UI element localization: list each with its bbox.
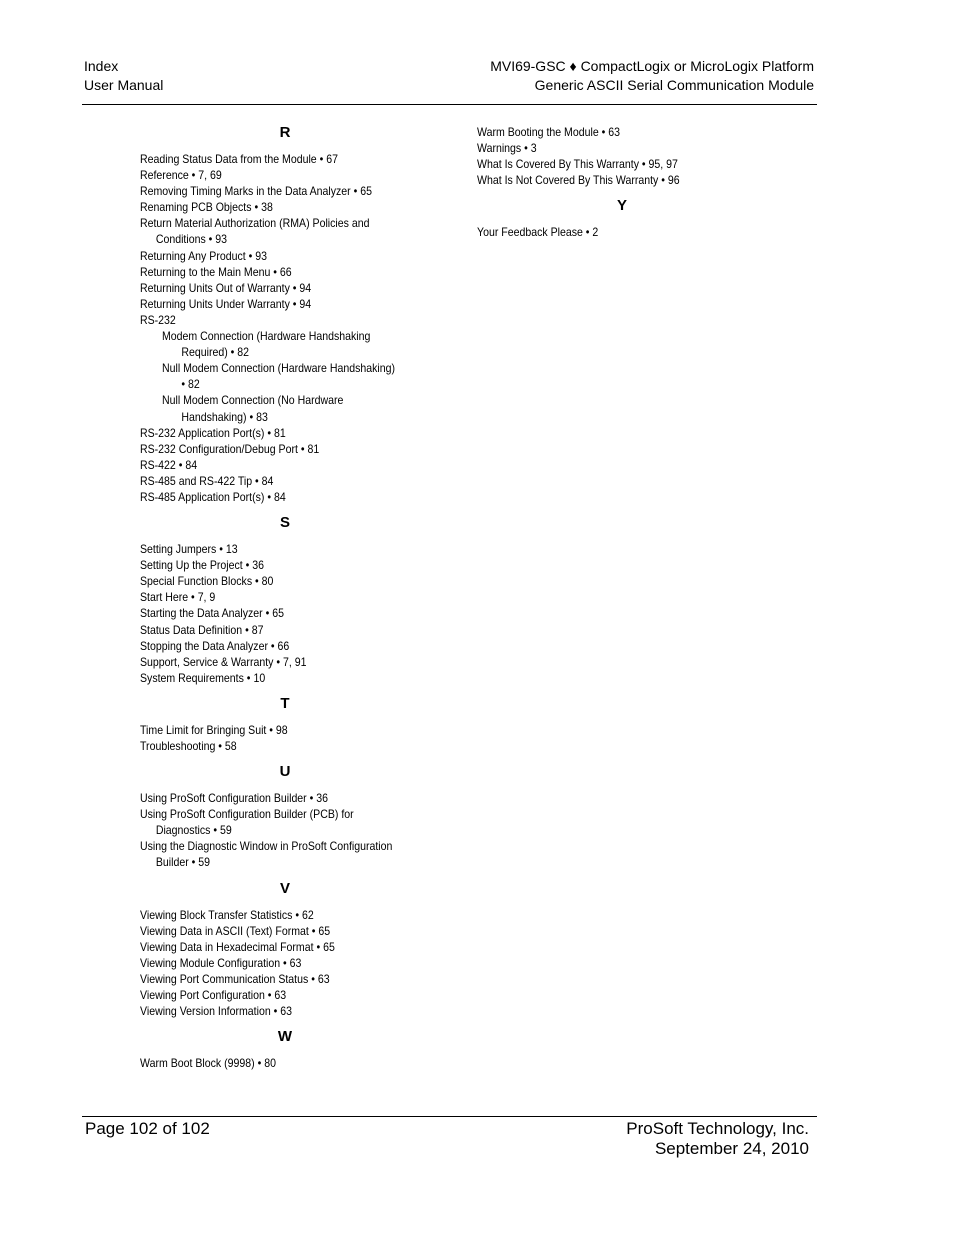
index-entry: RS-422 • 84 [140,457,198,472]
index-subentry: Null Modem Connection (No Hardware Handshaking) • 83 [162,393,344,424]
index-letter-u: U [279,763,291,781]
index-entry: Time Limit for Bringing Suit • 98 [140,722,288,737]
index-entry: Returning Units Under Warranty • 94 [140,296,312,311]
index-entry: RS-485 and RS-422 Tip • 84 [140,473,274,488]
index-entry: Starting the Data Analyzer • 65 [140,606,285,621]
index-entry: RS-232 [140,312,176,327]
index-entry: Returning to the Main Menu • 66 [140,264,292,279]
publish-date: September 24, 2010 [654,1139,809,1158]
index-section-w-continued [477,124,767,188]
index-subentry: Null Modem Connection (Hardware Handshaking) • 82 [162,361,396,392]
index-subentry: Modem Connection (Hardware Handshaking Required) • 82 [162,329,371,360]
index-section-w [140,1055,430,1071]
index-entry: Support, Service & Warranty • 7, 91 [140,654,307,669]
index-entry: System Requirements • 10 [140,670,266,685]
index-entry: Viewing Data in Hexadecimal Format • 65 [140,939,335,954]
index-entry: Return Material Authorization (RMA) Policies and Conditions • 93 [140,216,370,247]
index-entry: Warm Booting the Module • 63 [477,125,621,139]
index-entry: Setting Up the Project • 36 [140,558,265,573]
section-title: Index [84,58,119,74]
index-entry: Using ProSoft Configuration Builder (PCB) for Diagnostics • 59 [140,807,354,838]
product-title: MVI69-GSC ♦ CompactLogix or MicroLogix Platform [490,58,814,74]
index-entry: Removing Timing Marks in the Data Analyzer • 65 [140,184,373,199]
page-header-right [490,57,814,95]
index-entry: Returning Any Product • 93 [140,248,267,263]
index-column-left [140,123,430,1079]
index-letter-v: V [279,879,290,897]
index-entry: Viewing Module Configuration • 63 [140,955,302,970]
index-entry: Viewing Version Information • 63 [140,1004,293,1019]
page-header-left [84,57,163,95]
index-section-y [477,224,767,240]
index-entry: Warnings • 3 [477,141,537,156]
index-entry: Viewing Port Communication Status • 63 [140,971,330,986]
index-entry: RS-232 Configuration/Debug Port • 81 [140,441,320,456]
document-type: User Manual [84,77,164,93]
index-entry: Viewing Data in ASCII (Text) Format • 65 [140,923,331,938]
page-footer-right [626,1119,809,1159]
index-entry: Warm Boot Block (9998) • 80 [140,1056,276,1071]
index-entry: Using ProSoft Configuration Builder • 36 [140,791,329,806]
index-entry: Reading Status Data from the Module • 67 [140,152,338,166]
index-entry: Troubleshooting • 58 [140,739,237,753]
index-section-t [140,722,430,754]
index-section-v [140,907,430,1020]
index-entry: Returning Units Out of Warranty • 94 [140,280,312,295]
index-entry: Reference • 7, 69 [140,168,222,183]
index-entry: Setting Jumpers • 13 [140,542,238,557]
index-entry: Viewing Port Configuration • 63 [140,988,287,1003]
index-entry: Your Feedback Please • 2 [477,225,599,240]
index-entry: Using the Diagnostic Window in ProSoft Configuration Builder • 59 [140,839,393,870]
index-entry: Status Data Definition • 87 [140,622,264,637]
product-subtitle: Generic ASCII Serial Communication Module [534,77,814,93]
footer-divider [82,1116,817,1117]
index-entry: RS-232 Application Port(s) • 81 [140,425,286,440]
index-entry: Renaming PCB Objects • 38 [140,200,273,215]
index-section-u [140,790,430,870]
index-entry: Special Function Blocks • 80 [140,574,274,589]
header-divider [82,104,817,105]
index-column-right [477,124,767,248]
index-entry: What Is Covered By This Warranty • 95, 97 [477,157,678,172]
index-entry: What Is Not Covered By This Warranty • 96 [477,173,680,188]
index-letter-t: T [280,694,290,712]
company-name: ProSoft Technology, Inc. [626,1119,809,1138]
index-letter-w: W [277,1028,293,1046]
index-letter-s: S [279,514,290,532]
page-number: Page 102 of 102 [85,1119,210,1138]
index-entry: Start Here • 7, 9 [140,590,216,605]
index-letter-r: R [279,124,291,141]
index-entry: RS-485 Application Port(s) • 84 [140,489,286,504]
index-letter-y: Y [616,197,627,215]
index-entry: Viewing Block Transfer Statistics • 62 [140,907,314,922]
index-section-s [140,541,430,686]
index-entry: Stopping the Data Analyzer • 66 [140,638,290,653]
index-section-r [140,151,430,505]
